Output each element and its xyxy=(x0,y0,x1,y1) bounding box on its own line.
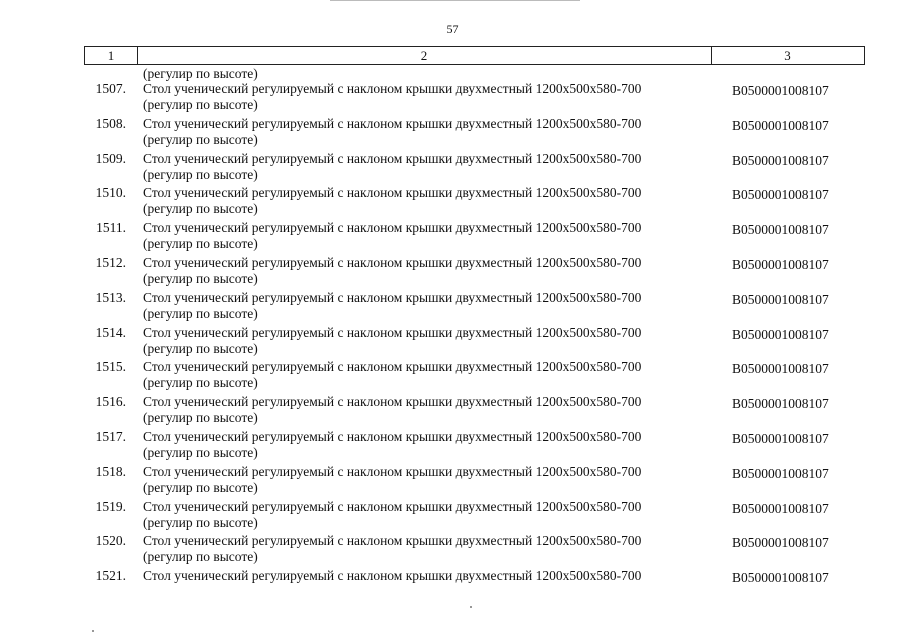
table-row xyxy=(0,81,905,116)
item-name: Стол ученический регулируемый с наклоном крышки двухместный 1200х500х580-700 xyxy=(143,533,642,549)
item-name: Стол ученический регулируемый с наклоном крышки двухместный 1200х500х580-700 xyxy=(143,359,642,375)
header-col-2: 2 xyxy=(137,47,712,64)
item-name-continuation: (регулир по высоте) xyxy=(143,305,258,321)
table-row xyxy=(0,185,905,220)
row-number: 1509. xyxy=(95,150,126,166)
item-name-continuation: (регулир по высоте) xyxy=(143,479,258,495)
table-row xyxy=(0,464,905,499)
table-row xyxy=(0,255,905,290)
item-name: Стол ученический регулируемый с наклоном крышки двухместный 1200х500х580-700 xyxy=(143,81,642,96)
item-name: Стол ученический регулируемый с наклоном крышки двухместный 1200х500х580-700 xyxy=(143,568,642,584)
row-number: 1518. xyxy=(95,463,126,479)
scan-top-edge xyxy=(330,0,580,1)
row-number: 1508. xyxy=(95,115,126,131)
row-number: 1514. xyxy=(95,324,126,340)
inventory-code: В0500001008107 xyxy=(732,465,829,481)
table-row xyxy=(0,359,905,394)
table-row xyxy=(0,394,905,429)
item-name: Стол ученический регулируемый с наклоном крышки двухместный 1200х500х580-700 xyxy=(143,498,642,514)
scan-speck xyxy=(470,606,472,608)
item-name-continuation: (регулир по высоте) xyxy=(143,410,258,426)
table-row xyxy=(0,325,905,360)
item-name: Стол ученический регулируемый с наклоном крышки двухместный 1200х500х580-700 xyxy=(143,150,642,166)
table-row xyxy=(0,533,905,568)
table-header xyxy=(84,46,865,65)
inventory-code: В0500001008107 xyxy=(732,187,829,203)
item-name: Стол ученический регулируемый с наклоном крышки двухместный 1200х500х580-700 xyxy=(143,324,642,340)
row-number: 1515. xyxy=(95,359,126,375)
item-name-continuation: (регулир по высоте) xyxy=(143,201,258,217)
inventory-code: В0500001008107 xyxy=(732,326,829,342)
item-name-continuation: (регулир по высоте) xyxy=(143,549,258,565)
item-name-continuation: (регулир по высоте) xyxy=(143,97,258,112)
table-row xyxy=(0,116,905,151)
item-name-continuation: (регулир по высоте) xyxy=(143,131,258,147)
table-row xyxy=(0,220,905,255)
inventory-code: В0500001008107 xyxy=(732,152,829,168)
inventory-code: В0500001008107 xyxy=(732,257,829,272)
item-name: Стол ученический регулируемый с наклоном крышки двухместный 1200х500х580-700 xyxy=(143,255,642,270)
item-name: Стол ученический регулируемый с наклоном крышки двухместный 1200х500х580-700 xyxy=(143,115,642,131)
item-name: Стол ученический регулируемый с наклоном крышки двухместный 1200х500х580-700 xyxy=(143,220,642,236)
inventory-code: В0500001008107 xyxy=(732,396,829,412)
item-name-continuation: (регулир по высоте) xyxy=(143,236,258,252)
item-name: Стол ученический регулируемый с наклоном крышки двухместный 1200х500х580-700 xyxy=(143,463,642,479)
row-number: 1511. xyxy=(96,220,126,236)
item-name-continuation: (регулир по высоте) xyxy=(143,271,258,286)
table-row xyxy=(0,429,905,464)
row-number: 1512. xyxy=(95,255,126,270)
page-number: 57 xyxy=(446,22,459,36)
continuation-text: (регулир по высоте) xyxy=(143,66,258,81)
header-col-3: 3 xyxy=(784,48,791,63)
inventory-code: В0500001008107 xyxy=(732,361,829,377)
row-number: 1513. xyxy=(95,289,126,305)
scan-speck xyxy=(92,630,94,632)
item-name: Стол ученический регулируемый с наклоном крышки двухместный 1200х500х580-700 xyxy=(143,429,642,444)
header-col-1: 1 xyxy=(85,47,138,64)
inventory-code: В0500001008107 xyxy=(732,535,829,551)
table-row xyxy=(0,290,905,325)
inventory-code: В0500001008107 xyxy=(732,222,829,238)
row-number: 1519. xyxy=(95,498,126,514)
table-row xyxy=(0,568,905,603)
row-number: 1517. xyxy=(95,429,126,444)
item-name-continuation: (регулир по высоте) xyxy=(143,514,258,530)
inventory-code: В0500001008107 xyxy=(732,117,829,133)
inventory-code: В0500001008107 xyxy=(732,83,829,98)
row-number: 1516. xyxy=(95,394,126,410)
item-name: Стол ученический регулируемый с наклоном крышки двухместный 1200х500х580-700 xyxy=(143,185,642,201)
inventory-code: В0500001008107 xyxy=(732,570,829,586)
table-row xyxy=(0,499,905,534)
item-name-continuation: (регулир по высоте) xyxy=(143,340,258,356)
table-row xyxy=(0,151,905,186)
inventory-code: В0500001008107 xyxy=(732,291,829,307)
item-name: Стол ученический регулируемый с наклоном крышки двухместный 1200х500х580-700 xyxy=(143,289,642,305)
item-name-continuation: (регулир по высоте) xyxy=(143,166,258,182)
inventory-code: В0500001008107 xyxy=(732,500,829,516)
row-number: 1521. xyxy=(95,568,126,584)
item-name-continuation: (регулир по высоте) xyxy=(143,445,258,460)
row-number: 1520. xyxy=(95,533,126,549)
row-number: 1507. xyxy=(95,81,126,96)
inventory-code: В0500001008107 xyxy=(732,431,829,446)
item-name-continuation: (регулир по высоте) xyxy=(143,375,258,391)
row-number: 1510. xyxy=(95,185,126,201)
item-name: Стол ученический регулируемый с наклоном крышки двухместный 1200х500х580-700 xyxy=(143,394,642,410)
